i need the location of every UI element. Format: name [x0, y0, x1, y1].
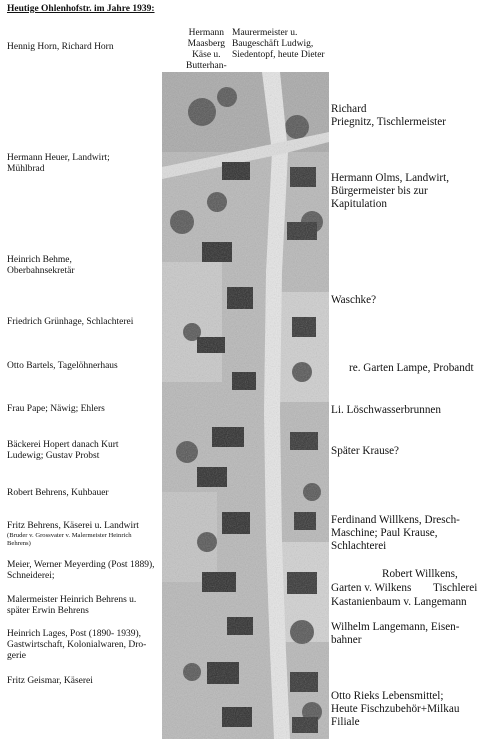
label-olms: Hermann Olms, Landwirt, Bürgermeister bis zur Kapitulation: [331, 172, 450, 210]
label-kastanienbaum: Kastanienbaum v. Langemann: [331, 596, 467, 608]
label-robert-behrens: Robert Behrens, Kuhbauer: [7, 488, 109, 498]
aerial-photo: [162, 72, 329, 739]
label-maasberg: Hermann Maasberg Käse u. Butterhan-: [186, 28, 227, 71]
label-loeschwasser: Li. Löschwasserbrunnen: [331, 404, 441, 416]
label-lampe: re. Garten Lampe, Probandt: [349, 362, 474, 374]
label-langemann: Wilhelm Langemann, Eisen- bahner: [331, 621, 460, 646]
label-tischlerei: Tischlerei: [433, 582, 478, 594]
label-krause: Später Krause?: [331, 445, 400, 457]
label-fritz-behrens-note: (Bruder v. Grossvater v. Malermeister Heinrich Behrens): [7, 532, 132, 547]
label-fritz-behrens: Fritz Behrens, Käserei u. Landwirt: [7, 521, 139, 531]
label-geismar: Fritz Geismar, Käserei: [7, 676, 93, 686]
label-gruenhage: Friedrich Grünhage, Schlachterei: [7, 317, 134, 327]
label-meyerding: Meier, Werner Meyerding (Post 1889), Schneiderei;: [7, 560, 155, 581]
label-robert-willkens: Robert Willkens,: [382, 568, 458, 580]
label-behme: Heinrich Behme, Oberbahnsekretär: [7, 255, 75, 276]
label-lages: Heinrich Lages, Post (1890- 1939), Gastwirtschaft, Kolonialwaren, Dro- gerie: [7, 629, 147, 661]
label-ferdinand-willkens: Ferdinand Willkens, Dresch- Maschine; Paul Krause, Schlachterei: [331, 514, 460, 552]
label-pape: Frau Pape; Näwig; Ehlers: [7, 404, 105, 414]
label-hopert: Bäckerei Hopert danach Kurt Ludewig; Gustav Probst: [7, 440, 119, 461]
label-priegnitz: Richard Priegnitz, Tischlermeister: [331, 103, 446, 128]
label-malermeister: Malermeister Heinrich Behrens u. später Erwin Behrens: [7, 595, 137, 616]
label-garten-wilkens: Garten v. Wilkens: [331, 582, 412, 594]
label-horn: Hennig Horn, Richard Horn: [7, 42, 114, 52]
label-siedentopf: Maurermeister u. Baugeschäft Ludwig, Siedentopf, heute Dieter: [232, 28, 325, 60]
label-bartels: Otto Bartels, Tagelöhnerhaus: [7, 361, 118, 371]
label-waschke: Waschke?: [331, 294, 377, 306]
page-title: Heutige Ohlenhofstr. im Jahre 1939:: [7, 4, 155, 14]
label-rieks: Otto Rieks Lebensmittel; Heute Fischzubehör+Milkau Filiale: [331, 690, 460, 728]
label-heuer: Hermann Heuer, Landwirt; Mühlbrad: [7, 153, 110, 174]
